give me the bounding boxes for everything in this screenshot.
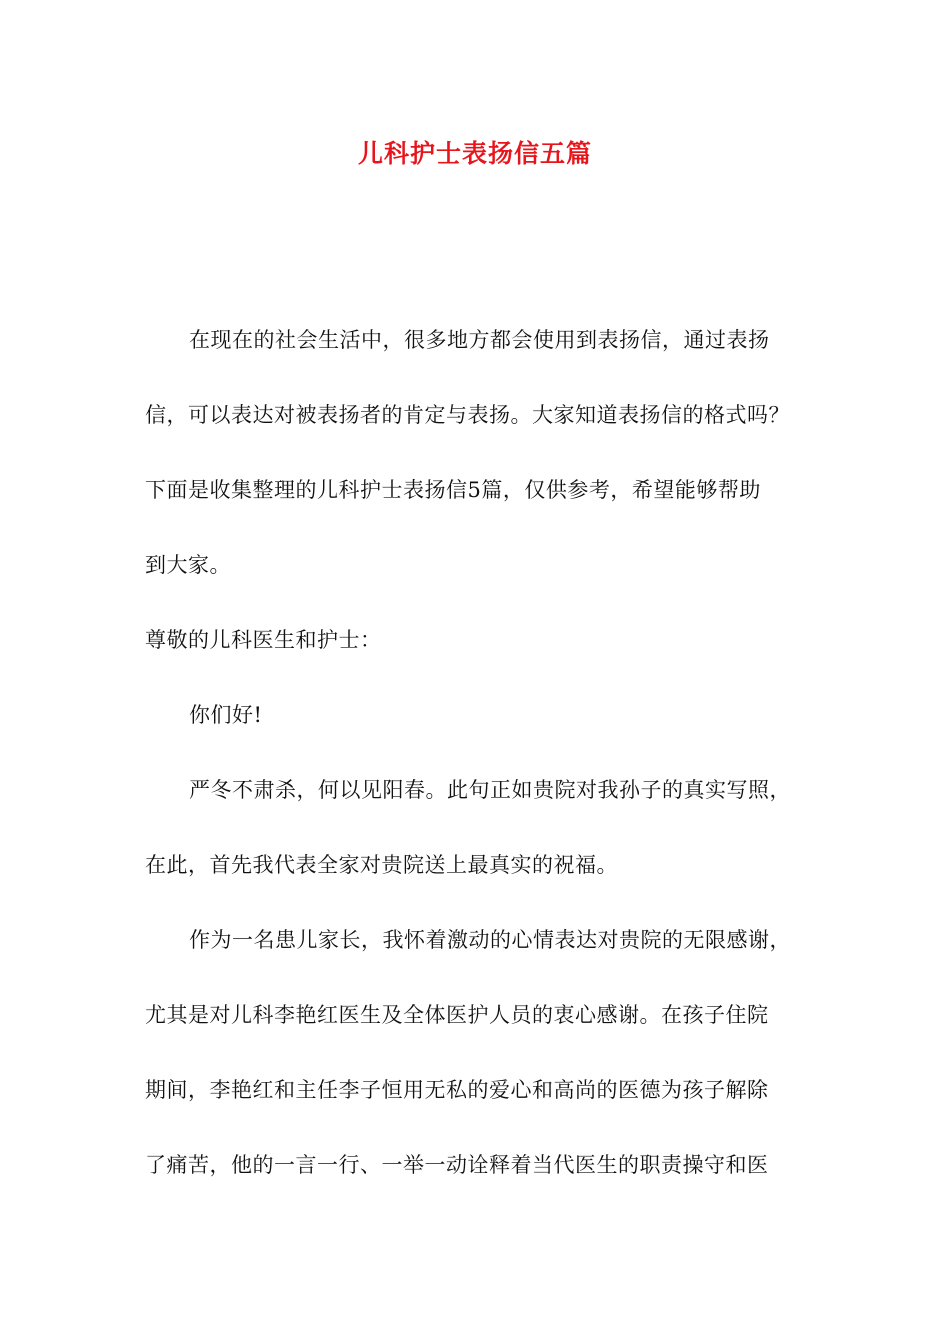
paragraph-line: 在此，首先我代表全家对贵院送上最真实的祝福。 bbox=[145, 853, 618, 877]
paragraph-line: 下面是收集整理的儿科护士表扬信5篇，仅供参考，希望能够帮助 bbox=[145, 478, 761, 502]
document-body bbox=[145, 319, 825, 1219]
paragraph-line: 期间，李艳红和主任李子恒用无私的爱心和高尚的医德为孩子解除 bbox=[145, 1078, 769, 1102]
paragraph-line: 严冬不肃杀，何以见阳春。此句正如贵院对我孙子的真实写照， bbox=[189, 778, 791, 802]
document-title: 儿科护士表扬信五篇 bbox=[357, 139, 592, 168]
greeting-line: 你们好! bbox=[189, 703, 263, 727]
paragraph-line: 作为一名患儿家长，我怀着激动的心情表达对贵院的无限感谢， bbox=[189, 928, 791, 952]
paragraph-line: 尤其是对儿科李艳红医生及全体医护人员的衷心感谢。在孩子住院 bbox=[145, 1003, 769, 1027]
salutation-line: 尊敬的儿科医生和护士： bbox=[145, 628, 382, 652]
paragraph-line: 信，可以表达对被表扬者的肯定与表扬。大家知道表扬信的格式吗？ bbox=[145, 403, 790, 427]
paragraph-line: 了痛苦，他的一言一行、一举一动诠释着当代医生的职责操守和医 bbox=[145, 1153, 769, 1177]
paragraph-line: 在现在的社会生活中，很多地方都会使用到表扬信，通过表扬 bbox=[189, 328, 770, 352]
paragraph-line: 到大家。 bbox=[145, 553, 231, 577]
